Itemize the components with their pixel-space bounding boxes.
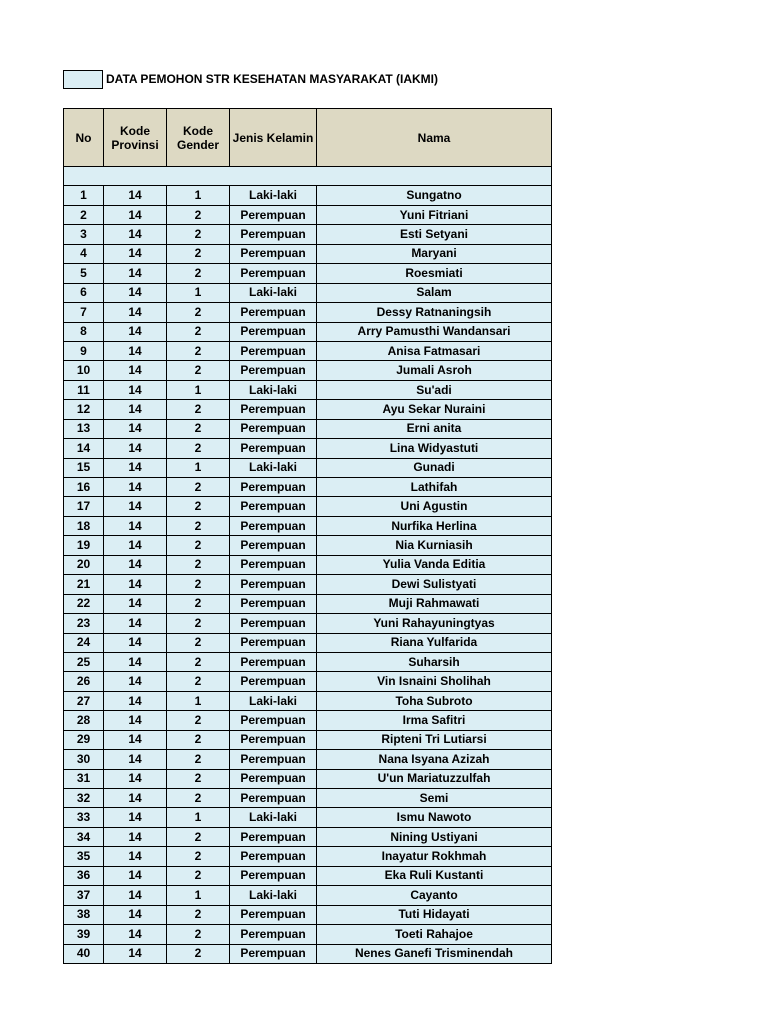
cell-nama: Uni Agustin bbox=[317, 497, 552, 516]
table-row bbox=[64, 361, 552, 380]
cell-no: 14 bbox=[64, 439, 104, 458]
cell-jenis-kelamin: Perempuan bbox=[230, 652, 317, 671]
cell-jenis-kelamin: Perempuan bbox=[230, 555, 317, 574]
cell-nama: Inayatur Rokhmah bbox=[317, 847, 552, 866]
applicant-table bbox=[63, 108, 552, 964]
cell-jenis-kelamin: Perempuan bbox=[230, 614, 317, 633]
cell-nama: Ismu Nawoto bbox=[317, 808, 552, 827]
cell-nama: Nana Isyana Azizah bbox=[317, 750, 552, 769]
cell-nama: Vin Isnaini Sholihah bbox=[317, 672, 552, 691]
cell-kode-provinsi: 14 bbox=[104, 536, 167, 555]
cell-no: 20 bbox=[64, 555, 104, 574]
cell-kode-gender: 1 bbox=[167, 691, 230, 710]
table-row bbox=[64, 925, 552, 944]
cell-kode-provinsi: 14 bbox=[104, 361, 167, 380]
cell-jenis-kelamin: Laki-laki bbox=[230, 283, 317, 302]
cell-jenis-kelamin: Perempuan bbox=[230, 264, 317, 283]
cell-kode-provinsi: 14 bbox=[104, 419, 167, 438]
cell-no: 30 bbox=[64, 750, 104, 769]
cell-kode-gender: 2 bbox=[167, 536, 230, 555]
cell-no: 34 bbox=[64, 827, 104, 846]
column-header-jenis-kelamin: Jenis Kelamin bbox=[230, 109, 317, 167]
cell-kode-provinsi: 14 bbox=[104, 516, 167, 535]
cell-no: 37 bbox=[64, 886, 104, 905]
cell-no: 27 bbox=[64, 691, 104, 710]
cell-kode-provinsi: 14 bbox=[104, 497, 167, 516]
cell-no: 21 bbox=[64, 575, 104, 594]
cell-kode-provinsi: 14 bbox=[104, 789, 167, 808]
table-row bbox=[64, 750, 552, 769]
table-row bbox=[64, 186, 552, 205]
cell-kode-gender: 2 bbox=[167, 827, 230, 846]
column-header-kode-gender: Kode Gender bbox=[167, 109, 230, 167]
cell-kode-gender: 2 bbox=[167, 905, 230, 924]
cell-kode-gender: 2 bbox=[167, 244, 230, 263]
cell-no: 6 bbox=[64, 283, 104, 302]
cell-kode-gender: 2 bbox=[167, 866, 230, 885]
cell-nama: Esti Setyani bbox=[317, 225, 552, 244]
cell-no: 33 bbox=[64, 808, 104, 827]
cell-nama: Dessy Ratnaningsih bbox=[317, 303, 552, 322]
cell-kode-provinsi: 14 bbox=[104, 380, 167, 399]
table-row bbox=[64, 691, 552, 710]
cell-jenis-kelamin: Perempuan bbox=[230, 497, 317, 516]
table-row bbox=[64, 497, 552, 516]
cell-kode-provinsi: 14 bbox=[104, 439, 167, 458]
cell-jenis-kelamin: Perempuan bbox=[230, 536, 317, 555]
cell-nama: Yuni Fitriani bbox=[317, 205, 552, 224]
cell-kode-provinsi: 14 bbox=[104, 303, 167, 322]
table-row bbox=[64, 672, 552, 691]
cell-kode-gender: 2 bbox=[167, 925, 230, 944]
cell-kode-provinsi: 14 bbox=[104, 244, 167, 263]
cell-jenis-kelamin: Perempuan bbox=[230, 672, 317, 691]
cell-no: 19 bbox=[64, 536, 104, 555]
table-row bbox=[64, 769, 552, 788]
cell-no: 31 bbox=[64, 769, 104, 788]
cell-no: 5 bbox=[64, 264, 104, 283]
page-title: DATA PEMOHON STR KESEHATAN MASYARAKAT (IAKMI) bbox=[106, 72, 438, 86]
cell-nama: Nia Kurniasih bbox=[317, 536, 552, 555]
cell-no: 36 bbox=[64, 866, 104, 885]
cell-no: 10 bbox=[64, 361, 104, 380]
cell-jenis-kelamin: Laki-laki bbox=[230, 186, 317, 205]
cell-no: 28 bbox=[64, 711, 104, 730]
cell-jenis-kelamin: Perempuan bbox=[230, 925, 317, 944]
cell-kode-gender: 2 bbox=[167, 341, 230, 360]
cell-nama: Yuni Rahayuningtyas bbox=[317, 614, 552, 633]
cell-nama: Sungatno bbox=[317, 186, 552, 205]
cell-no: 16 bbox=[64, 478, 104, 497]
cell-kode-provinsi: 14 bbox=[104, 341, 167, 360]
cell-kode-gender: 2 bbox=[167, 555, 230, 574]
cell-kode-gender: 2 bbox=[167, 419, 230, 438]
cell-kode-provinsi: 14 bbox=[104, 322, 167, 341]
cell-no: 32 bbox=[64, 789, 104, 808]
cell-jenis-kelamin: Perempuan bbox=[230, 711, 317, 730]
cell-jenis-kelamin: Perempuan bbox=[230, 303, 317, 322]
cell-nama: Salam bbox=[317, 283, 552, 302]
cell-kode-provinsi: 14 bbox=[104, 944, 167, 963]
cell-kode-gender: 2 bbox=[167, 497, 230, 516]
cell-kode-provinsi: 14 bbox=[104, 458, 167, 477]
cell-nama: Nining Ustiyani bbox=[317, 827, 552, 846]
cell-kode-gender: 2 bbox=[167, 478, 230, 497]
cell-jenis-kelamin: Laki-laki bbox=[230, 380, 317, 399]
table-row bbox=[64, 322, 552, 341]
cell-nama: Cayanto bbox=[317, 886, 552, 905]
cell-jenis-kelamin: Perempuan bbox=[230, 478, 317, 497]
cell-kode-provinsi: 14 bbox=[104, 264, 167, 283]
cell-kode-gender: 2 bbox=[167, 400, 230, 419]
cell-kode-provinsi: 14 bbox=[104, 672, 167, 691]
cell-kode-gender: 1 bbox=[167, 808, 230, 827]
column-header-nama: Nama bbox=[317, 109, 552, 167]
cell-nama: Irma Safitri bbox=[317, 711, 552, 730]
cell-no: 8 bbox=[64, 322, 104, 341]
cell-kode-gender: 2 bbox=[167, 711, 230, 730]
cell-jenis-kelamin: Perempuan bbox=[230, 244, 317, 263]
cell-no: 40 bbox=[64, 944, 104, 963]
cell-kode-provinsi: 14 bbox=[104, 925, 167, 944]
cell-no: 12 bbox=[64, 400, 104, 419]
cell-nama: Su'adi bbox=[317, 380, 552, 399]
cell-kode-provinsi: 14 bbox=[104, 691, 167, 710]
table-row bbox=[64, 594, 552, 613]
cell-no: 13 bbox=[64, 419, 104, 438]
cell-kode-gender: 2 bbox=[167, 361, 230, 380]
cell-nama: Riana Yulfarida bbox=[317, 633, 552, 652]
cell-jenis-kelamin: Perempuan bbox=[230, 847, 317, 866]
table-row bbox=[64, 652, 552, 671]
cell-jenis-kelamin: Perempuan bbox=[230, 769, 317, 788]
table-row bbox=[64, 886, 552, 905]
cell-jenis-kelamin: Perempuan bbox=[230, 633, 317, 652]
cell-nama: Lina Widyastuti bbox=[317, 439, 552, 458]
table-row bbox=[64, 303, 552, 322]
cell-jenis-kelamin: Perempuan bbox=[230, 419, 317, 438]
table-row bbox=[64, 555, 552, 574]
cell-no: 3 bbox=[64, 225, 104, 244]
cell-nama: Jumali Asroh bbox=[317, 361, 552, 380]
cell-jenis-kelamin: Perempuan bbox=[230, 866, 317, 885]
cell-nama: Toha Subroto bbox=[317, 691, 552, 710]
cell-jenis-kelamin: Perempuan bbox=[230, 341, 317, 360]
cell-no: 22 bbox=[64, 594, 104, 613]
cell-no: 24 bbox=[64, 633, 104, 652]
cell-no: 23 bbox=[64, 614, 104, 633]
column-header-kode-provinsi: Kode Provinsi bbox=[104, 109, 167, 167]
cell-jenis-kelamin: Laki-laki bbox=[230, 886, 317, 905]
table-row bbox=[64, 711, 552, 730]
cell-kode-provinsi: 14 bbox=[104, 225, 167, 244]
cell-kode-gender: 2 bbox=[167, 633, 230, 652]
table-header bbox=[64, 109, 552, 167]
table-row bbox=[64, 225, 552, 244]
cell-kode-gender: 1 bbox=[167, 186, 230, 205]
table-row bbox=[64, 516, 552, 535]
table-row bbox=[64, 944, 552, 963]
cell-nama: Ayu Sekar Nuraini bbox=[317, 400, 552, 419]
cell-nama: Maryani bbox=[317, 244, 552, 263]
cell-kode-gender: 2 bbox=[167, 789, 230, 808]
cell-kode-gender: 1 bbox=[167, 283, 230, 302]
cell-no: 4 bbox=[64, 244, 104, 263]
cell-jenis-kelamin: Perempuan bbox=[230, 516, 317, 535]
cell-kode-provinsi: 14 bbox=[104, 711, 167, 730]
cell-no: 18 bbox=[64, 516, 104, 535]
table-row bbox=[64, 478, 552, 497]
cell-kode-gender: 2 bbox=[167, 769, 230, 788]
cell-jenis-kelamin: Perempuan bbox=[230, 789, 317, 808]
table-row bbox=[64, 439, 552, 458]
cell-jenis-kelamin: Laki-laki bbox=[230, 458, 317, 477]
cell-kode-gender: 2 bbox=[167, 516, 230, 535]
cell-kode-gender: 2 bbox=[167, 264, 230, 283]
cell-jenis-kelamin: Laki-laki bbox=[230, 808, 317, 827]
table-row bbox=[64, 614, 552, 633]
cell-no: 9 bbox=[64, 341, 104, 360]
cell-kode-gender: 2 bbox=[167, 439, 230, 458]
cell-no: 26 bbox=[64, 672, 104, 691]
cell-nama: Lathifah bbox=[317, 478, 552, 497]
cell-nama: Nurfika Herlina bbox=[317, 516, 552, 535]
table-row bbox=[64, 205, 552, 224]
table-body bbox=[64, 167, 552, 964]
cell-kode-gender: 1 bbox=[167, 886, 230, 905]
cell-kode-gender: 2 bbox=[167, 847, 230, 866]
cell-no: 17 bbox=[64, 497, 104, 516]
cell-no: 1 bbox=[64, 186, 104, 205]
cell-nama: Roesmiati bbox=[317, 264, 552, 283]
cell-jenis-kelamin: Perempuan bbox=[230, 322, 317, 341]
cell-kode-gender: 2 bbox=[167, 303, 230, 322]
cell-kode-gender: 2 bbox=[167, 322, 230, 341]
cell-kode-gender: 2 bbox=[167, 594, 230, 613]
table-row bbox=[64, 341, 552, 360]
table-row bbox=[64, 575, 552, 594]
cell-kode-gender: 2 bbox=[167, 575, 230, 594]
cell-nama: Tuti Hidayati bbox=[317, 905, 552, 924]
title-legend-swatch bbox=[63, 70, 103, 89]
cell-nama: U'un Mariatuzzulfah bbox=[317, 769, 552, 788]
cell-nama: Toeti Rahajoe bbox=[317, 925, 552, 944]
cell-kode-provinsi: 14 bbox=[104, 633, 167, 652]
cell-nama: Yulia Vanda Editia bbox=[317, 555, 552, 574]
cell-kode-provinsi: 14 bbox=[104, 283, 167, 302]
cell-kode-provinsi: 14 bbox=[104, 905, 167, 924]
cell-kode-gender: 2 bbox=[167, 672, 230, 691]
cell-jenis-kelamin: Perempuan bbox=[230, 594, 317, 613]
cell-kode-gender: 2 bbox=[167, 652, 230, 671]
table-row bbox=[64, 827, 552, 846]
cell-nama: Muji Rahmawati bbox=[317, 594, 552, 613]
cell-nama: Eka Ruli Kustanti bbox=[317, 866, 552, 885]
column-header-no: No bbox=[64, 109, 104, 167]
cell-nama: Gunadi bbox=[317, 458, 552, 477]
table-row bbox=[64, 419, 552, 438]
cell-nama: Dewi Sulistyati bbox=[317, 575, 552, 594]
cell-kode-gender: 2 bbox=[167, 750, 230, 769]
table-row bbox=[64, 400, 552, 419]
cell-jenis-kelamin: Perempuan bbox=[230, 225, 317, 244]
cell-no: 7 bbox=[64, 303, 104, 322]
cell-no: 15 bbox=[64, 458, 104, 477]
cell-no: 39 bbox=[64, 925, 104, 944]
cell-kode-gender: 2 bbox=[167, 614, 230, 633]
cell-no: 35 bbox=[64, 847, 104, 866]
cell-kode-provinsi: 14 bbox=[104, 594, 167, 613]
cell-nama: Nenes Ganefi Trisminendah bbox=[317, 944, 552, 963]
cell-kode-provinsi: 14 bbox=[104, 186, 167, 205]
cell-kode-provinsi: 14 bbox=[104, 769, 167, 788]
table-row bbox=[64, 847, 552, 866]
cell-kode-gender: 1 bbox=[167, 380, 230, 399]
cell-kode-gender: 2 bbox=[167, 944, 230, 963]
cell-jenis-kelamin: Perempuan bbox=[230, 944, 317, 963]
cell-no: 38 bbox=[64, 905, 104, 924]
cell-kode-provinsi: 14 bbox=[104, 808, 167, 827]
cell-kode-gender: 1 bbox=[167, 458, 230, 477]
cell-jenis-kelamin: Perempuan bbox=[230, 400, 317, 419]
table-row bbox=[64, 380, 552, 399]
cell-kode-provinsi: 14 bbox=[104, 866, 167, 885]
cell-jenis-kelamin: Laki-laki bbox=[230, 691, 317, 710]
cell-no: 25 bbox=[64, 652, 104, 671]
cell-nama: Anisa Fatmasari bbox=[317, 341, 552, 360]
table-row bbox=[64, 730, 552, 749]
cell-nama: Arry Pamusthi Wandansari bbox=[317, 322, 552, 341]
cell-jenis-kelamin: Perempuan bbox=[230, 575, 317, 594]
table-row bbox=[64, 866, 552, 885]
cell-nama: Suharsih bbox=[317, 652, 552, 671]
cell-kode-provinsi: 14 bbox=[104, 614, 167, 633]
table-row bbox=[64, 633, 552, 652]
cell-kode-provinsi: 14 bbox=[104, 478, 167, 497]
header-separator bbox=[64, 167, 552, 186]
cell-kode-gender: 2 bbox=[167, 730, 230, 749]
cell-kode-provinsi: 14 bbox=[104, 847, 167, 866]
cell-kode-provinsi: 14 bbox=[104, 555, 167, 574]
cell-kode-provinsi: 14 bbox=[104, 400, 167, 419]
cell-kode-provinsi: 14 bbox=[104, 827, 167, 846]
cell-kode-gender: 2 bbox=[167, 225, 230, 244]
table-row bbox=[64, 808, 552, 827]
table-row bbox=[64, 264, 552, 283]
table-row bbox=[64, 905, 552, 924]
cell-nama: Semi bbox=[317, 789, 552, 808]
cell-kode-gender: 2 bbox=[167, 205, 230, 224]
cell-kode-provinsi: 14 bbox=[104, 205, 167, 224]
cell-no: 11 bbox=[64, 380, 104, 399]
table-row bbox=[64, 244, 552, 263]
cell-kode-provinsi: 14 bbox=[104, 652, 167, 671]
cell-jenis-kelamin: Perempuan bbox=[230, 361, 317, 380]
cell-jenis-kelamin: Perempuan bbox=[230, 205, 317, 224]
cell-kode-provinsi: 14 bbox=[104, 730, 167, 749]
title-row bbox=[63, 69, 438, 89]
cell-no: 2 bbox=[64, 205, 104, 224]
cell-no: 29 bbox=[64, 730, 104, 749]
table-row bbox=[64, 789, 552, 808]
table-row bbox=[64, 536, 552, 555]
cell-nama: Erni anita bbox=[317, 419, 552, 438]
cell-kode-provinsi: 14 bbox=[104, 575, 167, 594]
cell-jenis-kelamin: Perempuan bbox=[230, 827, 317, 846]
table-row bbox=[64, 458, 552, 477]
cell-kode-provinsi: 14 bbox=[104, 886, 167, 905]
table-row bbox=[64, 283, 552, 302]
cell-jenis-kelamin: Perempuan bbox=[230, 439, 317, 458]
cell-nama: Ripteni Tri Lutiarsi bbox=[317, 730, 552, 749]
cell-jenis-kelamin: Perempuan bbox=[230, 750, 317, 769]
header-separator-cell bbox=[64, 167, 552, 186]
header-row bbox=[64, 109, 552, 167]
cell-kode-provinsi: 14 bbox=[104, 750, 167, 769]
cell-jenis-kelamin: Perempuan bbox=[230, 905, 317, 924]
cell-jenis-kelamin: Perempuan bbox=[230, 730, 317, 749]
